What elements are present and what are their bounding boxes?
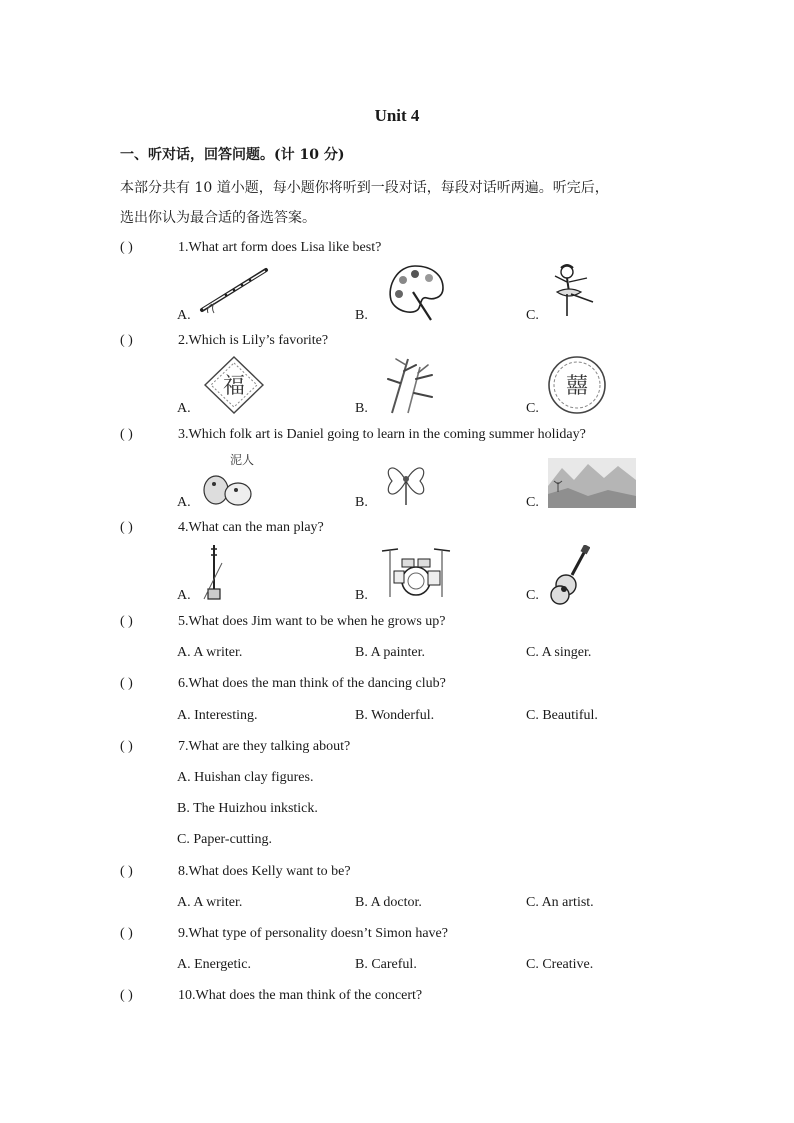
option-a[interactable]: A. <box>177 495 191 510</box>
option-a[interactable]: A. <box>177 401 191 416</box>
option-c[interactable]: C. Creative. <box>526 957 594 972</box>
fu-paper-cutting-icon <box>203 355 265 415</box>
question-number: 3. <box>178 427 189 442</box>
question-7 <box>120 739 350 755</box>
question-text: Which folk art is Daniel going to learn in the coming summer holiday? <box>188 427 586 442</box>
question-number: 7. <box>178 739 189 754</box>
answer-bracket[interactable]: ( ) <box>120 988 133 1003</box>
question-text: Which is Lily’s favorite? <box>188 333 329 348</box>
question-text: What does Jim want to be when he grows up? <box>188 614 446 629</box>
option-a[interactable]: A. <box>177 588 191 603</box>
option-b[interactable]: B. The Huizhou inkstick. <box>177 801 318 816</box>
question-text: What are they talking about? <box>188 739 351 754</box>
clay-label: 泥人 <box>230 453 255 467</box>
question-number: 8. <box>178 864 189 879</box>
question-number: 1. <box>178 240 189 255</box>
question-number: 10. <box>178 988 196 1003</box>
option-b[interactable]: B. <box>355 588 368 603</box>
question-8 <box>120 864 351 880</box>
fu-character: 福 <box>222 374 246 399</box>
section-heading: 一、听对话，回答问题。(计 10 分) <box>120 147 345 163</box>
answer-bracket[interactable]: ( ) <box>120 739 133 754</box>
question-5 <box>120 614 446 630</box>
answer-bracket[interactable]: ( ) <box>120 520 133 535</box>
question-text: What can the man play? <box>188 520 324 535</box>
question-text: What does the man think of the dancing club? <box>188 676 446 691</box>
option-c[interactable]: C. An artist. <box>526 895 594 910</box>
question-text: What does Kelly want to be? <box>188 864 351 879</box>
answer-bracket[interactable]: ( ) <box>120 676 133 691</box>
option-a[interactable]: A. A writer. <box>177 645 243 660</box>
option-c[interactable]: C. A singer. <box>526 645 592 660</box>
option-b[interactable]: B. <box>355 495 368 510</box>
question-number: 9. <box>178 926 189 941</box>
option-a[interactable]: A. <box>177 308 191 323</box>
option-b[interactable]: B. <box>355 401 368 416</box>
instruction-line-2: 选出你认为最合适的备选答案。 <box>120 210 316 226</box>
answer-bracket[interactable]: ( ) <box>120 427 133 442</box>
option-c[interactable]: C. <box>526 401 539 416</box>
option-a[interactable]: A. Interesting. <box>177 708 258 723</box>
landscape-ink-painting-icon <box>548 458 636 508</box>
question-10 <box>120 988 422 1004</box>
option-c[interactable]: C. Paper-cutting. <box>177 832 272 847</box>
option-c[interactable]: C. <box>526 495 539 510</box>
question-number: 2. <box>178 333 189 348</box>
option-c[interactable]: C. Beautiful. <box>526 708 598 723</box>
option-b[interactable]: B. Wonderful. <box>355 708 435 723</box>
option-a[interactable]: A. A writer. <box>177 895 243 910</box>
guitar-icon <box>550 545 590 605</box>
answer-bracket[interactable]: ( ) <box>120 240 133 255</box>
question-number: 5. <box>178 614 189 629</box>
answer-bracket[interactable]: ( ) <box>120 333 133 348</box>
bamboo-flute-icon <box>198 266 270 314</box>
option-c[interactable]: C. <box>526 308 539 323</box>
double-happiness-paper-cutting-icon <box>547 355 607 415</box>
question-text: What art form does Lisa like best? <box>188 240 382 255</box>
bamboo-painting-icon <box>378 353 448 415</box>
ballet-dancer-icon <box>547 262 605 322</box>
option-b[interactable]: B. A doctor. <box>355 895 422 910</box>
question-4 <box>120 520 324 536</box>
sugar-painting-icon <box>378 455 434 507</box>
page-title: Unit 4 <box>374 106 420 125</box>
instruction-line-1: 本部分共有 10 道小题，每小题你将听到一段对话，每段对话听两遍。听完后， <box>120 180 609 196</box>
question-number: 4. <box>178 520 189 535</box>
drum-kit-icon <box>380 545 452 599</box>
question-9 <box>120 926 448 942</box>
option-b[interactable]: B. <box>355 308 368 323</box>
option-a[interactable]: A. Huishan clay figures. <box>177 770 314 785</box>
question-2 <box>120 333 328 349</box>
question-number: 6. <box>178 676 189 691</box>
answer-bracket[interactable]: ( ) <box>120 864 133 879</box>
paint-palette-icon <box>385 262 447 322</box>
answer-bracket[interactable]: ( ) <box>120 614 133 629</box>
option-a[interactable]: A. Energetic. <box>177 957 251 972</box>
question-1 <box>120 240 381 256</box>
option-c[interactable]: C. <box>526 588 539 603</box>
question-text: What type of personality doesn’t Simon have? <box>188 926 448 941</box>
question-6 <box>120 676 446 692</box>
question-text: What does the man think of the concert? <box>195 988 423 1003</box>
option-b[interactable]: B. Careful. <box>355 957 417 972</box>
answer-bracket[interactable]: ( ) <box>120 926 133 941</box>
option-b[interactable]: B. A painter. <box>355 645 425 660</box>
question-3 <box>120 427 586 443</box>
xi-character: 囍 <box>565 374 589 399</box>
clay-figures-icon <box>200 450 258 508</box>
erhu-icon <box>202 543 226 603</box>
